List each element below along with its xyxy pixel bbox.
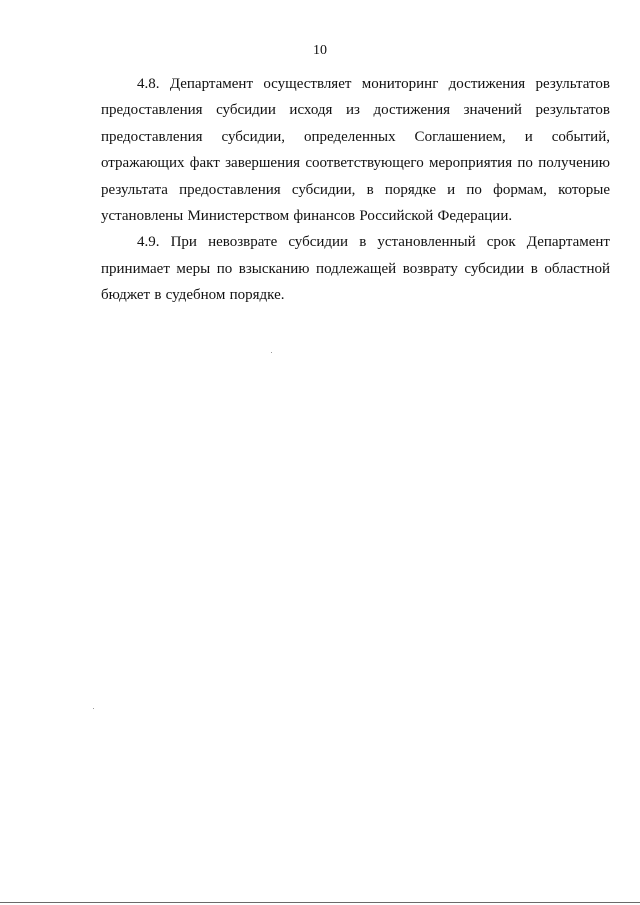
scan-bottom-edge: [0, 902, 640, 903]
paragraph-4-9: 4.9. При невозврате субсидии в установленный срок Департамент принимает меры по взысканию подлежащей возврату субсидии в областной бюджет в судебном порядке.: [101, 234, 610, 304]
scan-speck: [93, 708, 94, 709]
scan-speck: [271, 352, 272, 353]
paragraph-4-8: 4.8. Департамент осуществляет мониторинг достижения результатов предоставления субсидии исходя из достижения значений результатов предоставления субсидии, определенных Соглашением, и событий, отражающих факт завершения соответствующего мероприятия по получению результата предоставления субсидии, в порядке и по формам, которые установлены Министерством финансов Российской Федерации.: [101, 76, 610, 225]
page-number: 10: [313, 43, 327, 58]
body-text: [101, 71, 610, 309]
